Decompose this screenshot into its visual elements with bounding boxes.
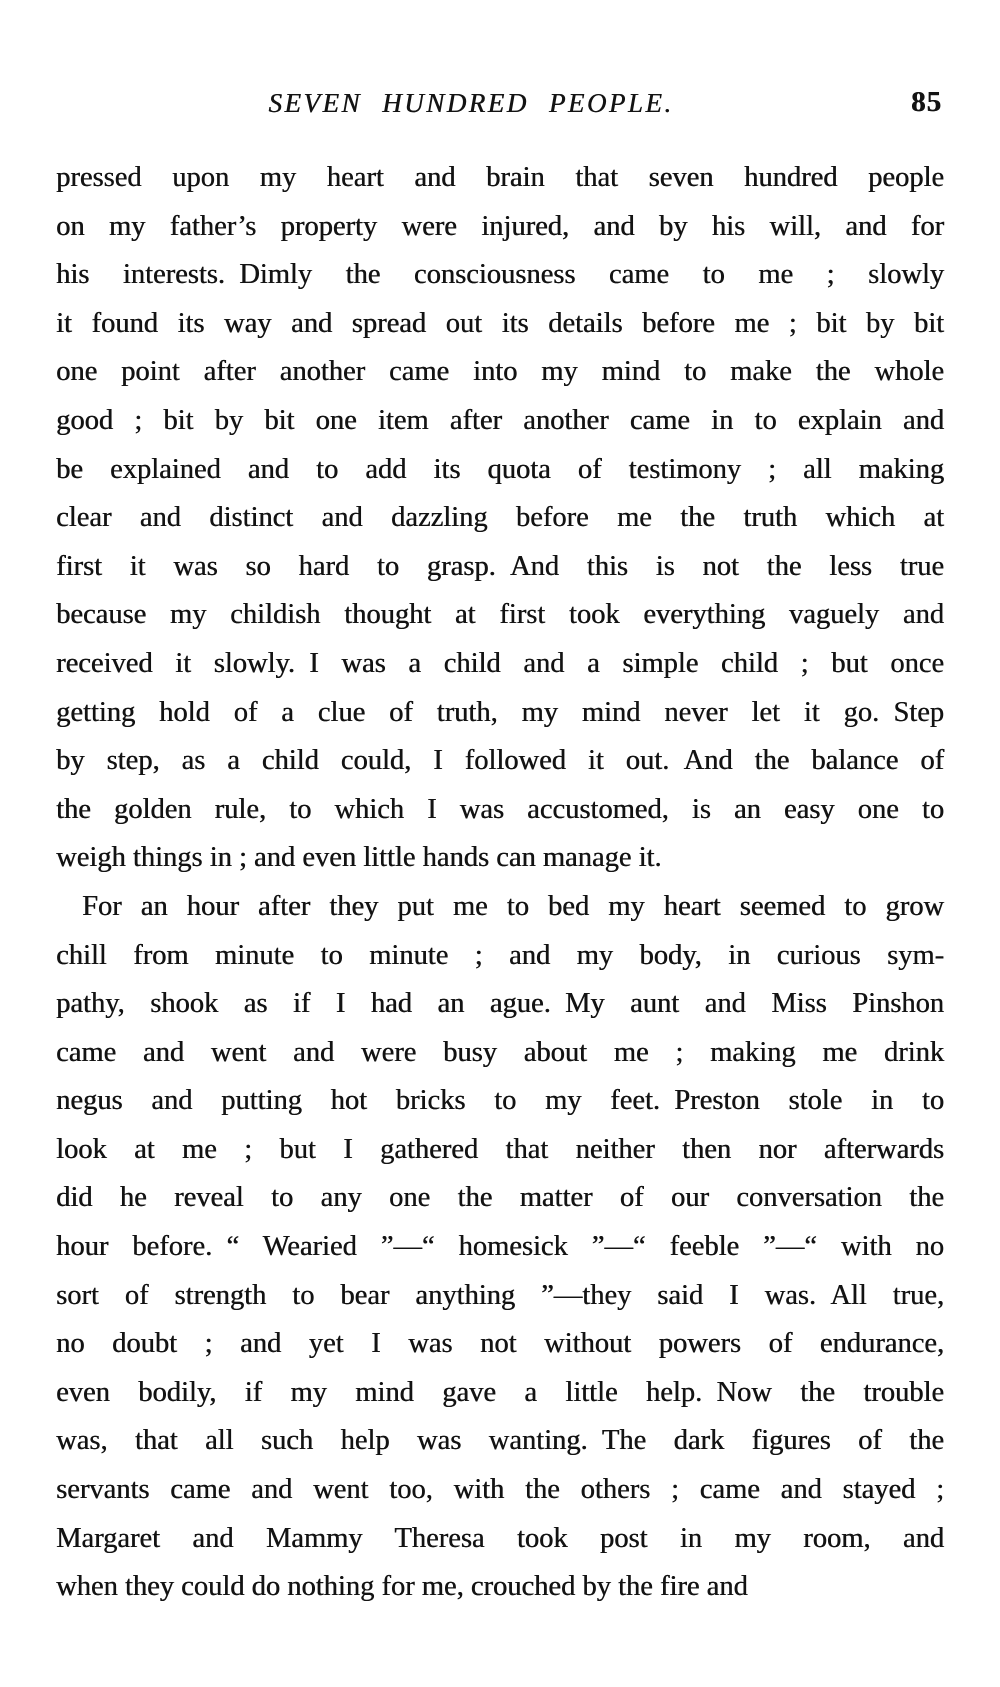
running-header-title: SEVEN HUNDRED PEOPLE. [268, 88, 674, 118]
text-line: look at me ; but I gathered that neither then nor afterwards [56, 1133, 944, 1165]
text-line: the golden rule, to which I was accustomed, is an easy one to [56, 793, 944, 825]
text-line: good ; bit by bit one item after another came in to explain and [56, 404, 944, 436]
text-line: be explained and to add its quota of testimony ; all making [56, 453, 944, 485]
text-line: getting hold of a clue of truth, my mind never let it go. Step [56, 696, 944, 728]
text-line: servants came and went too, with the others ; came and stayed ; [56, 1474, 944, 1506]
text-line: no doubt ; and yet I was not without powers of endurance, [56, 1328, 944, 1360]
text-line: on my father’s property were injured, and by his will, and for [56, 210, 944, 242]
text-line: because my childish thought at first took everything vaguely and [56, 599, 944, 631]
text-line: first it was so hard to grasp. And this is not the less true [56, 550, 944, 582]
text-line: Margaret and Mammy Theresa took post in my room, and [56, 1522, 944, 1554]
text-line: sort of strength to bear anything ”—they said I was. All true, [56, 1279, 944, 1311]
page-number: 85 [911, 86, 942, 118]
text-line: by step, as a child could, I followed it out. And the balance of [56, 745, 944, 777]
running-header [56, 88, 944, 130]
text-line: even bodily, if my mind gave a little help. Now the trouble [56, 1376, 944, 1408]
text-line: pathy, shook as if I had an ague. My aunt and Miss Pinshon [56, 988, 944, 1020]
text-line: one point after another came into my mind to make the whole [56, 356, 944, 388]
text-line: clear and distinct and dazzling before me the truth which at [56, 502, 944, 534]
text-line: his interests. Dimly the consciousness came to me ; slowly [56, 259, 944, 291]
text-line: came and went and were busy about me ; making me drink [56, 1036, 944, 1068]
text-line: chill from minute to minute ; and my body, in curious sym- [56, 939, 944, 971]
page-body [56, 154, 944, 1612]
text-line: it found its way and spread out its details before me ; bit by bit [56, 307, 944, 339]
text-line: hour before. “ Wearied ”—“ homesick ”—“ feeble ”—“ with no [56, 1231, 944, 1263]
text-line: did he reveal to any one the matter of our conversation the [56, 1182, 944, 1214]
text-line: received it slowly. I was a child and a simple child ; but once [56, 647, 944, 679]
text-line: when they could do nothing for me, crouched by the fire and [56, 1571, 748, 1603]
text-line: pressed upon my heart and brain that seven hundred people [56, 162, 944, 193]
text-line: For an hour after they put me to bed my heart seemed to grow [82, 890, 944, 922]
text-line: was, that all such help was wanting. The dark figures of the [56, 1425, 944, 1457]
text-line: negus and putting hot bricks to my feet. Preston stole in to [56, 1085, 944, 1117]
text-line: weigh things in ; and even little hands can manage it. [56, 842, 662, 874]
